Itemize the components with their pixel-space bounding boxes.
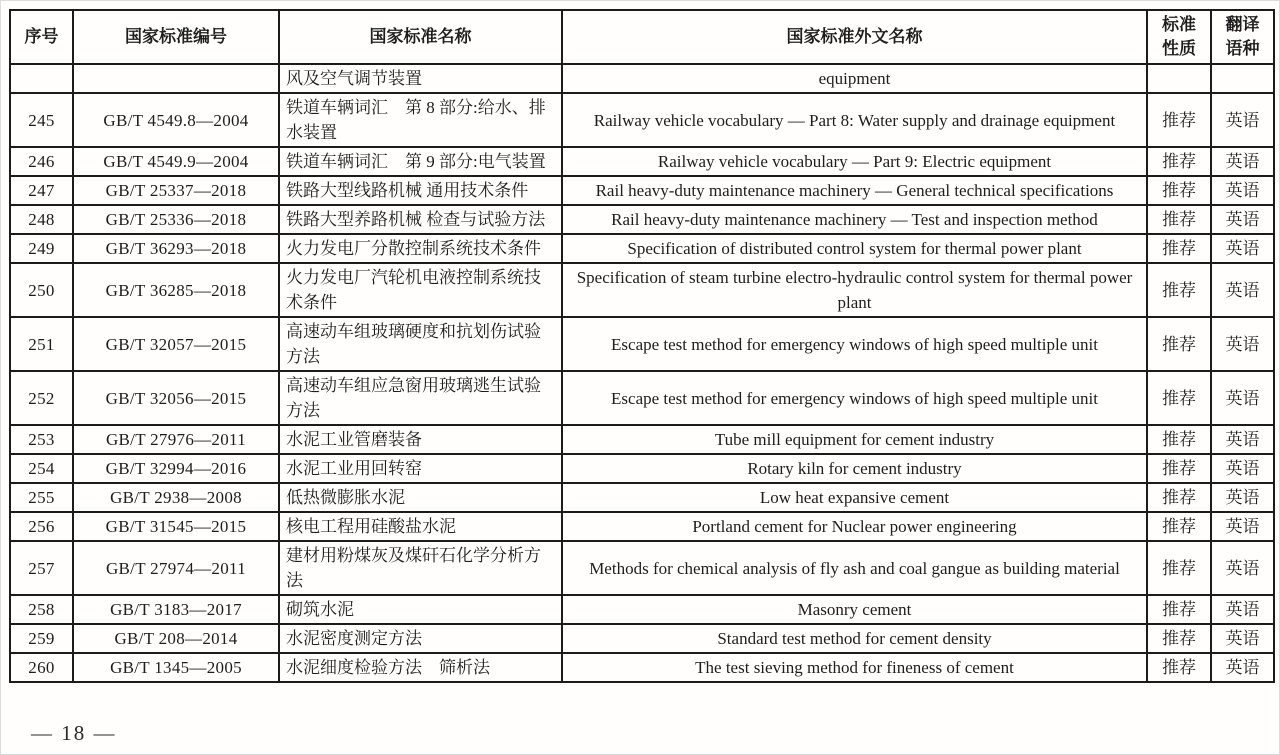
cell-language: 英语 [1211, 205, 1274, 234]
table-header [10, 10, 1274, 64]
table-row [10, 425, 1274, 454]
cell-nature: 推荐 [1147, 425, 1211, 454]
cell-cn-name: 铁道车辆词汇 第 9 部分:电气装置 [279, 147, 562, 176]
cell-seq: 249 [10, 234, 73, 263]
cell-nature: 推荐 [1147, 653, 1211, 682]
table-row [10, 653, 1274, 682]
cell-seq: 258 [10, 595, 73, 624]
cell-code: GB/T 36285—2018 [73, 263, 279, 317]
table-row [10, 512, 1274, 541]
cell-en-name: Portland cement for Nuclear power engineering [562, 512, 1147, 541]
cell-code: GB/T 27976—2011 [73, 425, 279, 454]
cell-cn-name: 铁道车辆词汇 第 8 部分:给水、排水装置 [279, 93, 562, 147]
cell-nature: 推荐 [1147, 595, 1211, 624]
cell-en-name: Standard test method for cement density [562, 624, 1147, 653]
cell-code: GB/T 1345—2005 [73, 653, 279, 682]
standards-table [9, 9, 1275, 683]
cell-code [73, 64, 279, 93]
cell-seq [10, 64, 73, 93]
cell-language: 英语 [1211, 595, 1274, 624]
cell-code: GB/T 31545—2015 [73, 512, 279, 541]
table-row [10, 541, 1274, 595]
column-header-seq: 序号 [10, 10, 73, 64]
table-row [10, 371, 1274, 425]
cell-cn-name: 水泥细度检验方法 筛析法 [279, 653, 562, 682]
cell-seq: 259 [10, 624, 73, 653]
cell-cn-name: 水泥工业管磨装备 [279, 425, 562, 454]
cell-nature: 推荐 [1147, 371, 1211, 425]
cell-language: 英语 [1211, 454, 1274, 483]
cell-cn-name: 高速动车组玻璃硬度和抗划伤试验方法 [279, 317, 562, 371]
cell-code: GB/T 25336—2018 [73, 205, 279, 234]
cell-nature: 推荐 [1147, 483, 1211, 512]
cell-language [1211, 64, 1274, 93]
table-row [10, 263, 1274, 317]
cell-language: 英语 [1211, 541, 1274, 595]
table-header-row [10, 10, 1274, 64]
cell-language: 英语 [1211, 263, 1274, 317]
cell-cn-name: 核电工程用硅酸盐水泥 [279, 512, 562, 541]
cell-cn-name: 低热微膨胀水泥 [279, 483, 562, 512]
cell-cn-name: 火力发电厂汽轮机电液控制系统技术条件 [279, 263, 562, 317]
cell-seq: 248 [10, 205, 73, 234]
table-row [10, 454, 1274, 483]
table-row [10, 93, 1274, 147]
cell-cn-name: 水泥密度测定方法 [279, 624, 562, 653]
cell-cn-name: 水泥工业用回转窑 [279, 454, 562, 483]
cell-code: GB/T 27974—2011 [73, 541, 279, 595]
cell-en-name: Railway vehicle vocabulary — Part 8: Water supply and drainage equipment [562, 93, 1147, 147]
cell-language: 英语 [1211, 624, 1274, 653]
cell-nature: 推荐 [1147, 317, 1211, 371]
cell-en-name: Rail heavy-duty maintenance machinery — General technical specifications [562, 176, 1147, 205]
cell-en-name: The test sieving method for fineness of cement [562, 653, 1147, 682]
table-row [10, 483, 1274, 512]
page-number: — 18 — [31, 721, 117, 745]
table-row [10, 234, 1274, 263]
cell-code: GB/T 32994—2016 [73, 454, 279, 483]
cell-nature: 推荐 [1147, 624, 1211, 653]
cell-en-name: equipment [562, 64, 1147, 93]
cell-en-name: Tube mill equipment for cement industry [562, 425, 1147, 454]
cell-nature: 推荐 [1147, 512, 1211, 541]
cell-nature: 推荐 [1147, 176, 1211, 205]
cell-language: 英语 [1211, 653, 1274, 682]
cell-code: GB/T 36293—2018 [73, 234, 279, 263]
cell-en-name: Rail heavy-duty maintenance machinery — Test and inspection method [562, 205, 1147, 234]
table-row [10, 624, 1274, 653]
cell-cn-name: 建材用粉煤灰及煤矸石化学分析方法 [279, 541, 562, 595]
cell-seq: 256 [10, 512, 73, 541]
cell-seq: 251 [10, 317, 73, 371]
cell-cn-name: 砌筑水泥 [279, 595, 562, 624]
cell-nature: 推荐 [1147, 234, 1211, 263]
cell-language: 英语 [1211, 317, 1274, 371]
cell-code: GB/T 4549.9—2004 [73, 147, 279, 176]
cell-seq: 245 [10, 93, 73, 147]
cell-cn-name: 高速动车组应急窗用玻璃逃生试验方法 [279, 371, 562, 425]
cell-en-name: Methods for chemical analysis of fly ash and coal gangue as building material [562, 541, 1147, 595]
table-row [10, 64, 1274, 93]
cell-seq: 250 [10, 263, 73, 317]
cell-en-name: Escape test method for emergency windows of high speed multiple unit [562, 371, 1147, 425]
cell-language: 英语 [1211, 512, 1274, 541]
cell-language: 英语 [1211, 176, 1274, 205]
cell-seq: 260 [10, 653, 73, 682]
cell-en-name: Specification of distributed control system for thermal power plant [562, 234, 1147, 263]
cell-nature: 推荐 [1147, 93, 1211, 147]
cell-seq: 254 [10, 454, 73, 483]
cell-language: 英语 [1211, 147, 1274, 176]
table-row [10, 595, 1274, 624]
cell-en-name: Railway vehicle vocabulary — Part 9: Electric equipment [562, 147, 1147, 176]
cell-language: 英语 [1211, 483, 1274, 512]
column-header-en-name: 国家标准外文名称 [562, 10, 1147, 64]
column-header-cn-name: 国家标准名称 [279, 10, 562, 64]
cell-nature: 推荐 [1147, 454, 1211, 483]
cell-code: GB/T 2938—2008 [73, 483, 279, 512]
cell-seq: 246 [10, 147, 73, 176]
cell-seq: 252 [10, 371, 73, 425]
table-row [10, 176, 1274, 205]
cell-seq: 257 [10, 541, 73, 595]
cell-language: 英语 [1211, 234, 1274, 263]
column-header-code: 国家标准编号 [73, 10, 279, 64]
column-header-nature: 标准性质 [1147, 10, 1211, 64]
cell-language: 英语 [1211, 371, 1274, 425]
cell-en-name: Masonry cement [562, 595, 1147, 624]
cell-code: GB/T 32057—2015 [73, 317, 279, 371]
cell-en-name: Low heat expansive cement [562, 483, 1147, 512]
cell-en-name: Rotary kiln for cement industry [562, 454, 1147, 483]
cell-code: GB/T 3183—2017 [73, 595, 279, 624]
cell-code: GB/T 4549.8—2004 [73, 93, 279, 147]
cell-cn-name: 铁路大型线路机械 通用技术条件 [279, 176, 562, 205]
cell-nature [1147, 64, 1211, 93]
cell-seq: 255 [10, 483, 73, 512]
cell-nature: 推荐 [1147, 263, 1211, 317]
table-body [10, 64, 1274, 682]
cell-code: GB/T 208—2014 [73, 624, 279, 653]
cell-code: GB/T 25337—2018 [73, 176, 279, 205]
table-row [10, 317, 1274, 371]
cell-seq: 247 [10, 176, 73, 205]
cell-en-name: Specification of steam turbine electro-hydraulic control system for thermal power plant [562, 263, 1147, 317]
cell-cn-name: 铁路大型养路机械 检查与试验方法 [279, 205, 562, 234]
column-header-language: 翻译语种 [1211, 10, 1274, 64]
cell-en-name: Escape test method for emergency windows of high speed multiple unit [562, 317, 1147, 371]
table-row [10, 205, 1274, 234]
cell-code: GB/T 32056—2015 [73, 371, 279, 425]
cell-nature: 推荐 [1147, 205, 1211, 234]
cell-seq: 253 [10, 425, 73, 454]
table-row [10, 147, 1274, 176]
cell-language: 英语 [1211, 93, 1274, 147]
cell-cn-name: 火力发电厂分散控制系统技术条件 [279, 234, 562, 263]
cell-nature: 推荐 [1147, 541, 1211, 595]
cell-language: 英语 [1211, 425, 1274, 454]
cell-nature: 推荐 [1147, 147, 1211, 176]
cell-cn-name: 风及空气调节装置 [279, 64, 562, 93]
